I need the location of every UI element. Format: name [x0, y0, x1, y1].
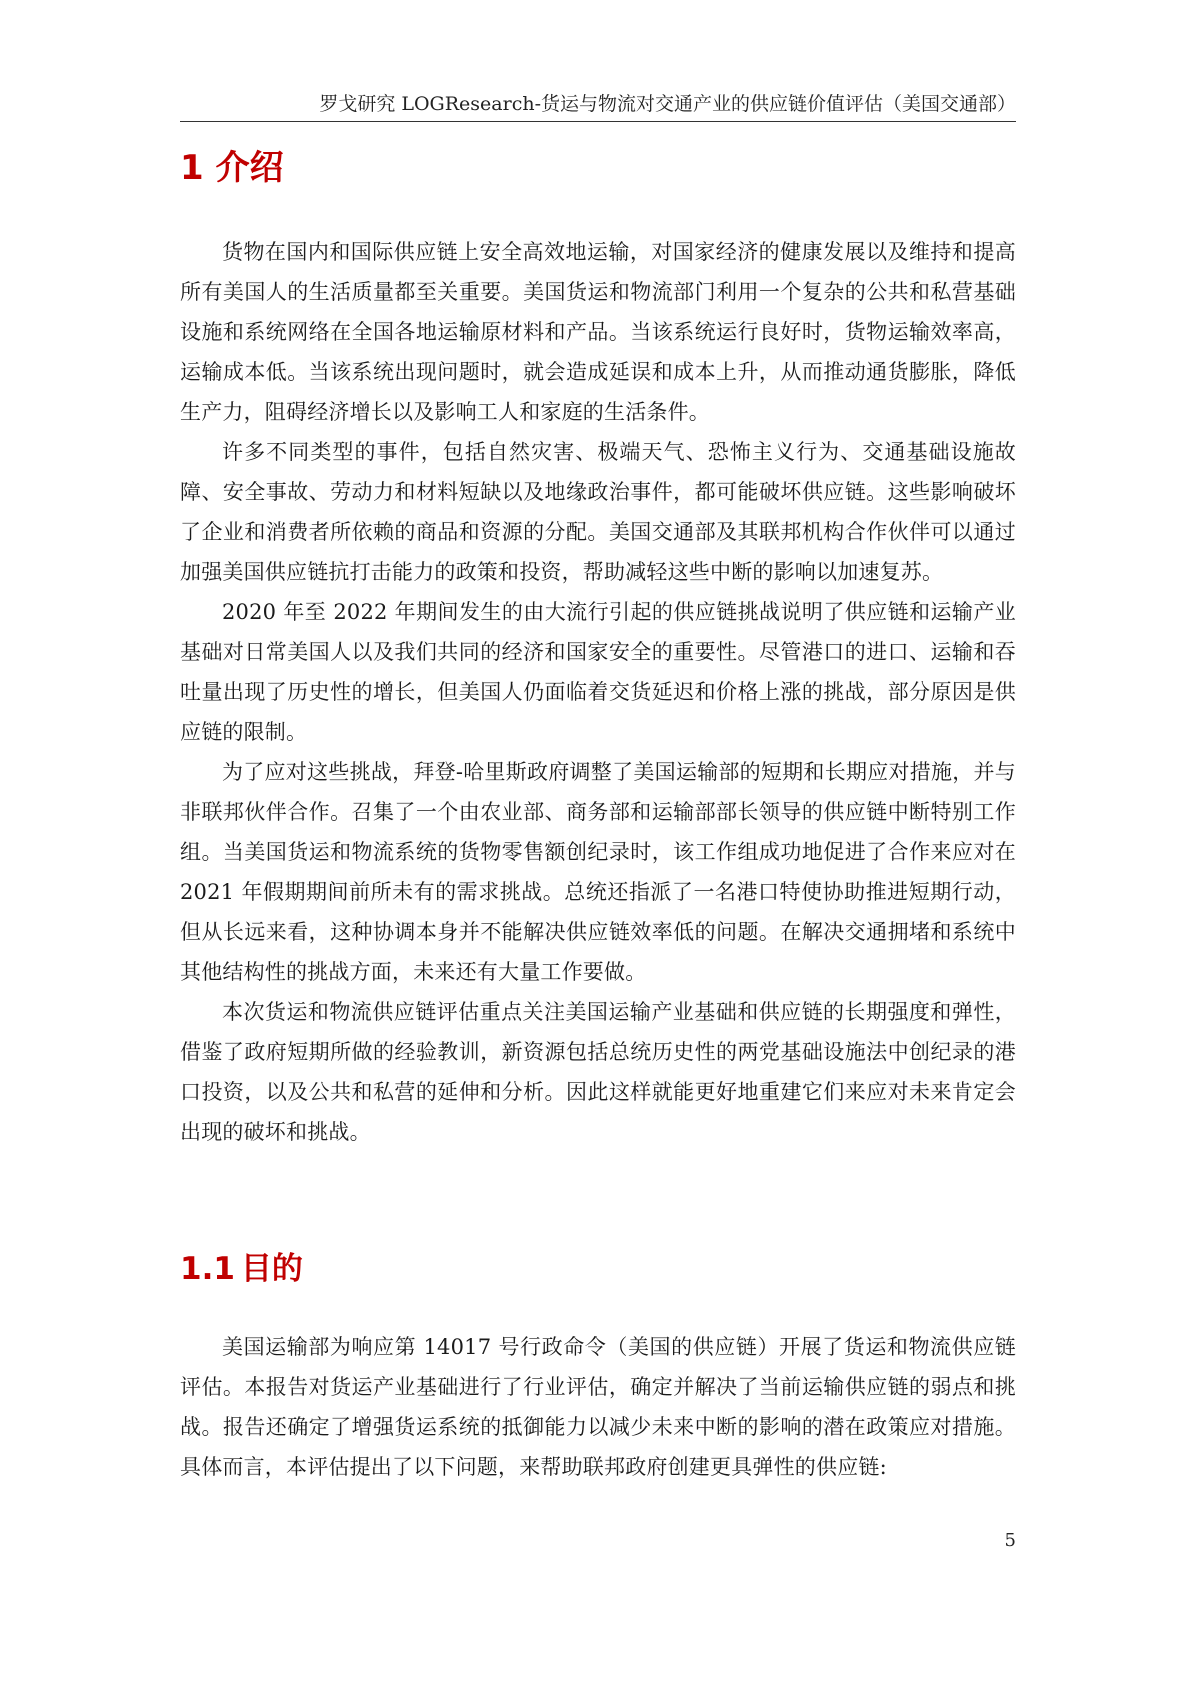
header-rule [180, 121, 1016, 122]
running-header: 罗戈研究 LOGResearch-货运与物流对交通产业的供应链价值评估（美国交通部） [319, 93, 1016, 115]
section-heading-introduction [180, 146, 284, 190]
paragraph: 本次货运和物流供应链评估重点关注美国运输产业基础和供应链的长期强度和弹性，借鉴了政府短期所做的经验教训，新资源包括总统历史性的两党基础设施法中创纪录的港口投资，以及公共和私营的延伸和分析。因此这样就能更好地重建它们来应对未来肯定会出现的破坏和挑战。 [180, 1000, 1016, 1144]
paragraph: 美国运输部为响应第 14017 号行政命令（美国的供应链）开展了货运和物流供应链评估。本报告对货运产业基础进行了行业评估，确定并解决了当前运输供应链的弱点和挑战。报告还确定了增强货运系统的抵御能力以减少未来中断的影响的潜在政策应对措施。具体而言，本评估提出了以下问题，来帮助联邦政府创建更具弹性的供应链: [180, 1335, 1016, 1479]
page-number: 5 [1004, 1530, 1016, 1551]
paragraph: 许多不同类型的事件，包括自然灾害、极端天气、恐怖主义行为、交通基础设施故障、安全事故、劳动力和材料短缺以及地缘政治事件，都可能破坏供应链。这些影响破坏了企业和消费者所依赖的商品和资源的分配。美国交通部及其联邦机构合作伙伴可以通过加强美国供应链抗打击能力的政策和投资，帮助减轻这些中断的影响以加速复苏。 [180, 440, 1016, 584]
paragraph: 2020 年至 2022 年期间发生的由大流行引起的供应链挑战说明了供应链和运输产业基础对日常美国人以及我们共同的经济和国家安全的重要性。尽管港口的进口、运输和吞吐量出现了历史性的增长，但美国人仍面临着交货延迟和价格上涨的挑战，部分原因是供应链的限制。 [180, 600, 1016, 744]
introduction-body [180, 232, 1016, 1152]
subsection-title: 目的 [240, 1251, 303, 1287]
section-title: 介绍 [215, 148, 284, 188]
paragraph: 为了应对这些挑战，拜登-哈里斯政府调整了美国运输部的短期和长期应对措施，并与非联邦伙伴合作。召集了一个由农业部、商务部和运输部部长领导的供应链中断特别工作组。当美国货运和物流系统的货物零售额创纪录时，该工作组成功地促进了合作来应对在 2021 年假期期间前所未有的需求挑战。总统还指派了一名港口特使协助推进短期行动，但从长远来看，这种协调本身并不能解决供应链效率低的问题。在解决交通拥堵和系统中其他结构性的挑战方面，未来还有大量工作要做。 [180, 760, 1016, 984]
purpose-body [180, 1327, 1016, 1487]
section-number: 1 [180, 148, 204, 188]
paragraph: 货物在国内和国际供应链上安全高效地运输，对国家经济的健康发展以及维持和提高所有美国人的生活质量都至关重要。美国货运和物流部门利用一个复杂的公共和私营基础设施和系统网络在全国各地运输原材料和产品。当该系统运行良好时，货物运输效率高，运输成本低。当该系统出现问题时，就会造成延误和成本上升，从而推动通货膨胀，降低生产力，阻碍经济增长以及影响工人和家庭的生活条件。 [180, 240, 1016, 424]
subsection-number: 1.1 [180, 1251, 235, 1287]
section-heading-purpose [180, 1248, 303, 1290]
